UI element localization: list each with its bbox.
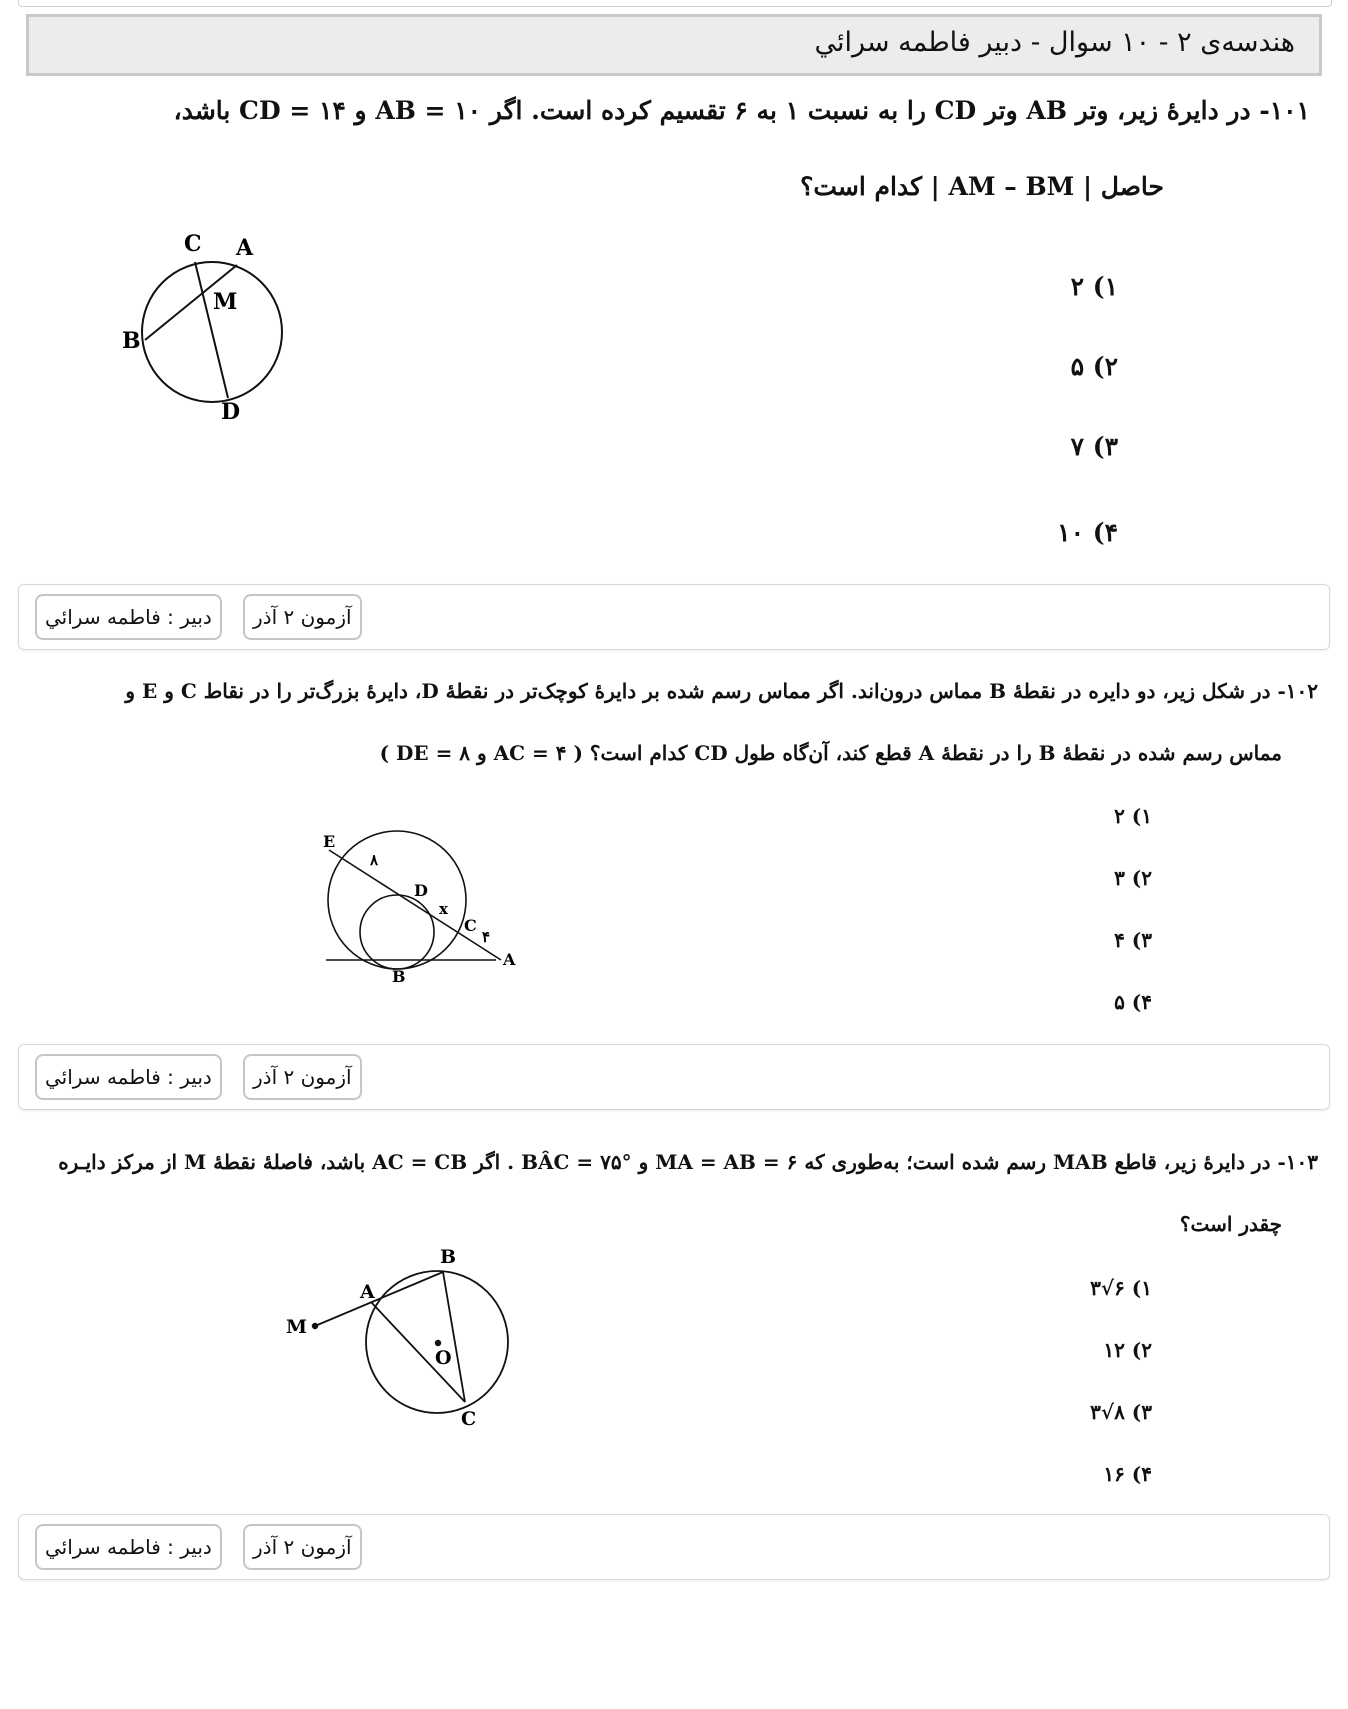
label-o: O (435, 1347, 452, 1369)
label-b: B (392, 967, 406, 986)
label-a: A (360, 1281, 375, 1303)
center-o (435, 1340, 441, 1346)
label-c: C (461, 1408, 477, 1430)
question-103-option-3[interactable]: ۳) ۸√۳ (1090, 1400, 1152, 1424)
exam-tag[interactable]: آزمون ۲ آذر (243, 1054, 362, 1100)
question-102-option-3[interactable]: ۳) ۴ (1114, 928, 1152, 952)
chord-cd (195, 262, 228, 398)
label-c: C (184, 231, 202, 257)
question-101-text-line1: ۱۰۱- در دایرهٔ زیر، وتر AB وتر CD را به نسبت ۱ به ۶ تقسیم کرده است. اگر AB = ۱۰ و CD = ۱۴ باشد، (173, 96, 1310, 125)
teacher-tag[interactable]: دبیر : فاطمه سرائي (35, 1524, 222, 1570)
question-103-text-line1: ۱۰۳- در دایرهٔ زیر، قاطع MAB رسم شده است؛ به‌طوری که MA = AB = ۶ و BÂC = ۷۵° . اگر AC = CB باشد، فاصلهٔ نقطهٔ M از مرکز دایـره (58, 1150, 1318, 1174)
label-b: B (122, 328, 141, 354)
exam-tag[interactable]: آزمون ۲ آذر (243, 594, 362, 640)
question-101-option-1[interactable]: ۱) ۲ (1070, 272, 1118, 301)
page-title: هندسه‌ی ۲ - ۱۰ سوال - دبیر فاطمه سرائي (814, 27, 1295, 58)
label-d: D (221, 399, 241, 425)
label-a: A (503, 950, 516, 969)
question-101-figure (110, 228, 310, 428)
top-separator (18, 0, 1332, 7)
label-d: D (414, 881, 428, 900)
question-103-option-1[interactable]: ۱) ۶√۳ (1090, 1276, 1152, 1300)
question-102-option-2[interactable]: ۲) ۳ (1114, 866, 1152, 890)
question-102-text-line2: مماس رسم شده در نقطهٔ B را در نقطهٔ A قطع کند، آن‌گاه طول CD کدام است؟ ( AC = ۴ و DE = ۸ ) (379, 741, 1282, 765)
point-m (312, 1323, 318, 1329)
question-103-text-line2: چقدر است؟ (1179, 1212, 1282, 1236)
teacher-tag[interactable]: دبیر : فاطمه سرائي (35, 1054, 222, 1100)
question-102-text-line1: ۱۰۲- در شکل زیر، دو دایره در نقطهٔ B مماس درون‌اند. اگر مماس رسم شده بر دایرهٔ کوچک‌تر در نقطهٔ D، دایرهٔ بزرگ‌تر را در نقاط C و E و (125, 679, 1318, 703)
label-b: B (440, 1246, 457, 1268)
question-102-option-1[interactable]: ۱) ۲ (1114, 804, 1152, 828)
smaller-circle (360, 895, 434, 969)
label-e: E (323, 832, 336, 851)
page-title-bar (26, 14, 1322, 76)
question-103-option-4[interactable]: ۴) ۱۶ (1103, 1462, 1152, 1486)
question-103-option-2[interactable]: ۲) ۱۲ (1103, 1338, 1152, 1362)
secant-mab (315, 1272, 443, 1326)
question-103-footer (18, 1514, 1330, 1580)
question-102-footer (18, 1044, 1330, 1110)
label-m: M (213, 289, 238, 315)
question-103-figure (280, 1240, 520, 1430)
question-101-option-2[interactable]: ۲) ۵ (1070, 352, 1118, 381)
label-8: ۸ (370, 851, 379, 869)
label-a: A (236, 235, 254, 261)
label-x: x (439, 900, 448, 918)
secant-line (329, 850, 501, 960)
label-m: M (286, 1316, 308, 1338)
question-101-option-3[interactable]: ۳) ۷ (1070, 432, 1118, 461)
question-101-text-line2: حاصل | AM – BM | کدام است؟ (800, 172, 1164, 201)
question-102-figure (310, 814, 530, 994)
question-101-option-4[interactable]: ۴) ۱۰ (1057, 518, 1118, 547)
label-c: C (464, 916, 477, 935)
question-101-footer (18, 584, 1330, 650)
teacher-tag[interactable]: دبیر : فاطمه سرائي (35, 594, 222, 640)
label-4: ۴ (482, 928, 491, 946)
exam-tag[interactable]: آزمون ۲ آذر (243, 1524, 362, 1570)
question-102-option-4[interactable]: ۴) ۵ (1114, 990, 1152, 1014)
